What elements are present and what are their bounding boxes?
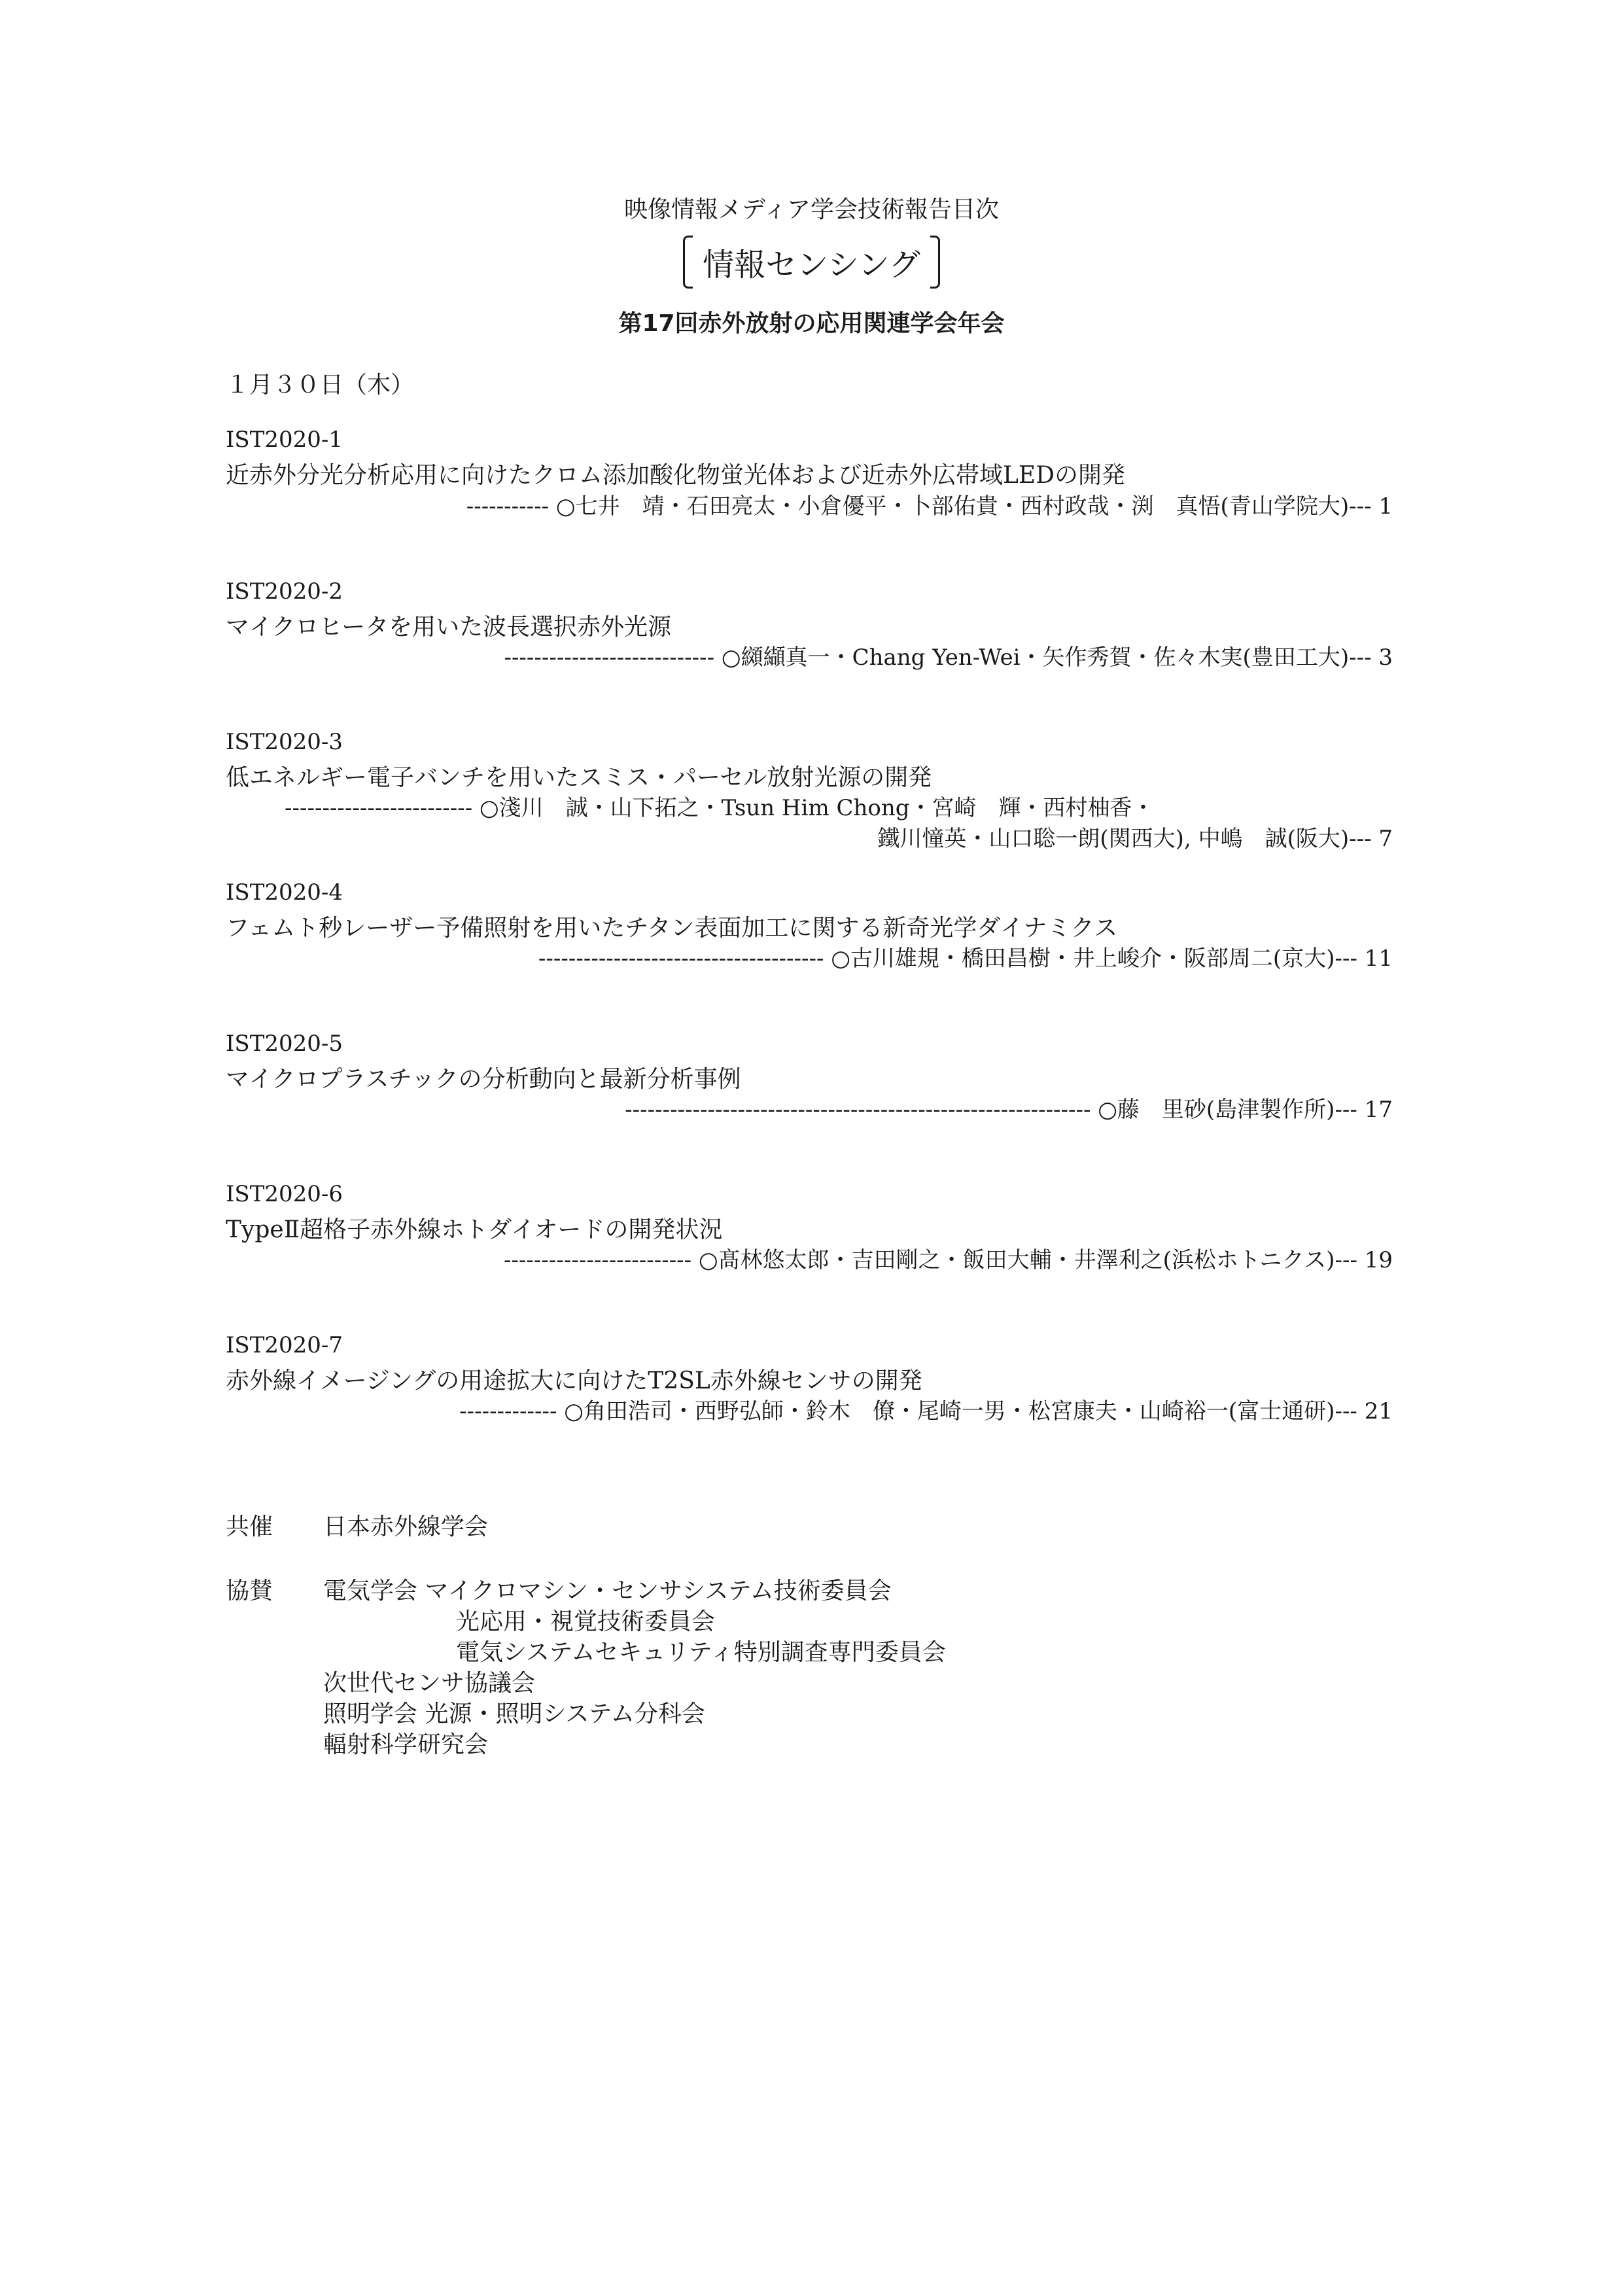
support-label: 協賛 [226, 1578, 273, 1604]
entry-title: 赤外線イメージングの用途拡大に向けたT2SL赤外線センサの開発 [226, 1368, 922, 1394]
entry-authors-line: -------------------------------------- ○古川雄規・橋田昌樹・井上峻介・阪部周二(京大)--- 11 [538, 945, 1393, 972]
entry-code: IST2020-4 [226, 879, 343, 906]
subject-heading [0, 239, 1623, 285]
cohost-value: 日本赤外線学会 [323, 1513, 489, 1540]
entry-code: IST2020-7 [226, 1332, 343, 1358]
entry-code: IST2020-3 [226, 729, 343, 755]
entry-authors-line: ----------- ○七井 靖・石田亮太・小倉優平・卜部佑貴・西村政哉・渕 真悟(青山学院大)--- 1 [466, 493, 1393, 520]
support-line: 電気システムセキュリティ特別調査専門委員会 [456, 1639, 946, 1666]
entry-title: TypeⅡ超格子赤外線ホトダイオードの開発状況 [226, 1216, 723, 1243]
cohost-label: 共催 [226, 1513, 273, 1540]
entry-authors-line: ------------------------- ○淺川 誠・山下拓之・Tsun Him Chong・宮崎 輝・西村柚香・ [285, 795, 1155, 821]
entry-code: IST2020-6 [226, 1181, 343, 1207]
entry-title: フェムト秒レーザー予備照射を用いたチタン表面加工に関する新奇光学ダイナミクス [226, 915, 1118, 942]
entry-title: 低エネルギー電子バンチを用いたスミス・パーセル放射光源の開発 [226, 764, 932, 791]
entry-code: IST2020-5 [226, 1031, 343, 1057]
session-date: １月３０日（木） [226, 372, 415, 398]
support-line: 輻射科学研究会 [323, 1731, 489, 1758]
entry-authors-line: ------------- ○角田浩司・西野弘師・鈴木 僚・尾崎一男・松宮康夫・山崎裕一(富士通研)--- 21 [459, 1398, 1393, 1424]
subject-bracketed [683, 239, 940, 285]
entry-authors-line: -------------------------------------------------------------- ○藤 里砂(島津製作所)--- 17 [625, 1097, 1393, 1123]
left-bracket [683, 236, 693, 289]
support-line: 次世代センサ協議会 [323, 1670, 536, 1697]
support-line: 照明学会 光源・照明システム分科会 [323, 1701, 705, 1727]
entry-authors-line: ---------------------------- ○纐纈真一・Chang Yen-Wei・矢作秀賀・佐々木実(豊田工大)--- 3 [504, 645, 1393, 671]
support-line: 電気学会 マイクロマシン・センサシステム技術委員会 [323, 1578, 892, 1604]
entry-code: IST2020-2 [226, 578, 343, 605]
entry-authors-line: 鐵川憧英・山口聡一朗(関西大), 中嶋 誠(阪大)--- 7 [877, 826, 1393, 852]
support-line: 光応用・視覚技術委員会 [456, 1608, 716, 1635]
entry-title: マイクロプラスチックの分析動向と最新分析事例 [226, 1066, 741, 1093]
entry-title: マイクロヒータを用いた波長選択赤外光源 [226, 614, 672, 641]
entry-code: IST2020-1 [226, 427, 343, 453]
entry-authors-line: ------------------------- ○髙林悠太郎・吉田剛之・飯田大輔・井澤利之(浜松ホトニクス)--- 19 [503, 1247, 1393, 1273]
entry-title: 近赤外分光分析応用に向けたクロム添加酸化物蛍光体および近赤外広帯域LEDの開発 [226, 462, 1126, 489]
conference-title: 第17回赤外放射の応用関連学会年会 [618, 310, 1005, 337]
subject-text: 情報センシング [703, 247, 920, 283]
report-header-title: 映像情報メディア学会技術報告目次 [623, 196, 1000, 223]
right-bracket [930, 236, 940, 289]
